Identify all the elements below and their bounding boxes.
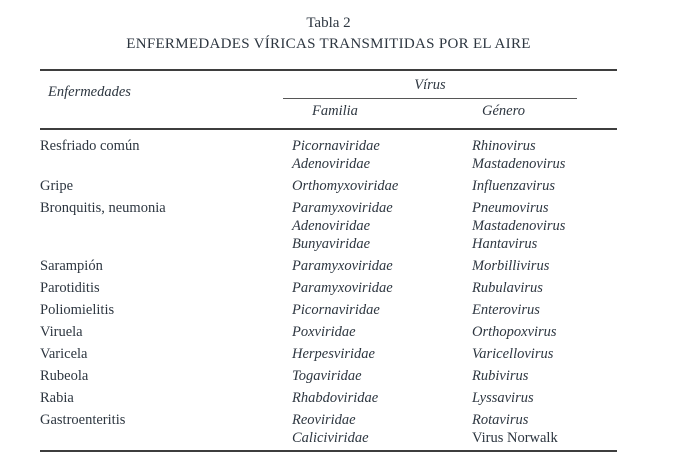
genus-cell <box>472 177 617 195</box>
column-header-diseases: Enfermedades <box>48 84 131 100</box>
family-cell <box>292 199 472 253</box>
family-cell <box>292 323 472 341</box>
genus-name: Orthopoxvirus <box>472 324 557 340</box>
genus-cell <box>472 257 617 275</box>
genus-name: Hantavirus <box>472 236 538 252</box>
genus-name: Virus Norwalk <box>472 430 558 446</box>
disease-name: Poliomielitis <box>40 302 115 318</box>
genus-name: Rhinovirus <box>472 138 536 154</box>
genus-name: Influenzavirus <box>472 178 555 194</box>
family-name: Poxviridae <box>292 324 356 340</box>
table-row <box>40 301 617 319</box>
genus-name: Pneumovirus <box>472 200 549 216</box>
table-row <box>40 389 617 407</box>
table-number: Tabla 2 <box>306 15 351 31</box>
disease-name: Bronquitis, neumonia <box>40 200 166 216</box>
family-cell <box>292 367 472 385</box>
disease-cell <box>40 177 292 195</box>
family-name: Picornaviridae <box>292 138 380 154</box>
rule-top <box>40 69 617 71</box>
rule-bottom <box>40 450 617 452</box>
family-name: Adenoviridae <box>292 156 371 172</box>
family-name: Paramyxoviridae <box>292 200 393 216</box>
disease-cell <box>40 199 292 253</box>
column-header-genus: Género <box>482 103 525 119</box>
disease-name: Rabia <box>40 390 74 406</box>
disease-name: Resfriado común <box>40 138 140 154</box>
table-row <box>40 345 617 363</box>
family-name: Rhabdoviridae <box>292 390 379 406</box>
family-name: Togaviridae <box>292 368 362 384</box>
genus-cell <box>472 301 617 319</box>
family-cell <box>292 389 472 407</box>
column-group-header-virus: Vírus <box>414 77 446 93</box>
disease-name: Viruela <box>40 324 83 340</box>
table-row <box>40 323 617 341</box>
disease-cell <box>40 323 292 341</box>
table-row <box>40 137 617 173</box>
family-cell <box>292 301 472 319</box>
genus-name: Mastadenovirus <box>472 156 566 172</box>
disease-cell <box>40 301 292 319</box>
family-name: Herpesviridae <box>292 346 375 362</box>
disease-name: Rubeola <box>40 368 89 384</box>
genus-name: Rubivirus <box>472 368 529 384</box>
table-row <box>40 367 617 385</box>
genus-name: Lyssavirus <box>472 390 534 406</box>
genus-cell <box>472 389 617 407</box>
genus-name: Morbillivirus <box>472 258 550 274</box>
disease-name: Parotiditis <box>40 280 100 296</box>
disease-cell <box>40 257 292 275</box>
disease-cell <box>40 389 292 407</box>
table-row <box>40 199 617 253</box>
family-name: Picornaviridae <box>292 302 380 318</box>
table-title: ENFERMEDADES VÍRICAS TRANSMITIDAS POR EL AIRE <box>126 36 531 52</box>
table-row <box>40 257 617 275</box>
table-row <box>40 411 617 447</box>
disease-name: Sarampión <box>40 258 103 274</box>
genus-cell <box>472 137 617 173</box>
genus-name: Varicellovirus <box>472 346 554 362</box>
genus-cell <box>472 279 617 297</box>
family-cell <box>292 411 472 447</box>
disease-cell <box>40 279 292 297</box>
genus-cell <box>472 345 617 363</box>
family-name: Bunyaviridae <box>292 236 371 252</box>
disease-name: Varicela <box>40 346 88 362</box>
rule-virus-underline <box>283 98 577 99</box>
table-caption <box>40 15 617 53</box>
family-cell <box>292 257 472 275</box>
family-name: Caliciviridae <box>292 430 369 446</box>
genus-name: Rotavirus <box>472 412 529 428</box>
family-name: Paramyxoviridae <box>292 258 393 274</box>
family-cell <box>292 345 472 363</box>
family-name: Orthomyxoviridae <box>292 178 399 194</box>
genus-name: Enterovirus <box>472 302 540 318</box>
genus-cell <box>472 199 617 253</box>
family-name: Adenoviridae <box>292 218 371 234</box>
family-name: Reoviridae <box>292 412 356 428</box>
genus-cell <box>472 367 617 385</box>
genus-cell <box>472 323 617 341</box>
column-header-family: Familia <box>312 103 358 119</box>
family-name: Paramyxoviridae <box>292 280 393 296</box>
disease-cell <box>40 137 292 173</box>
family-cell <box>292 137 472 173</box>
table-row <box>40 177 617 195</box>
family-cell <box>292 177 472 195</box>
genus-cell <box>472 411 617 447</box>
disease-name: Gripe <box>40 178 74 194</box>
table-row <box>40 279 617 297</box>
disease-name: Gastroenteritis <box>40 412 126 428</box>
disease-cell <box>40 411 292 447</box>
table-body <box>40 137 617 451</box>
disease-cell <box>40 367 292 385</box>
genus-name: Mastadenovirus <box>472 218 566 234</box>
rule-header-bottom <box>40 128 617 130</box>
genus-name: Rubulavirus <box>472 280 543 296</box>
disease-cell <box>40 345 292 363</box>
family-cell <box>292 279 472 297</box>
